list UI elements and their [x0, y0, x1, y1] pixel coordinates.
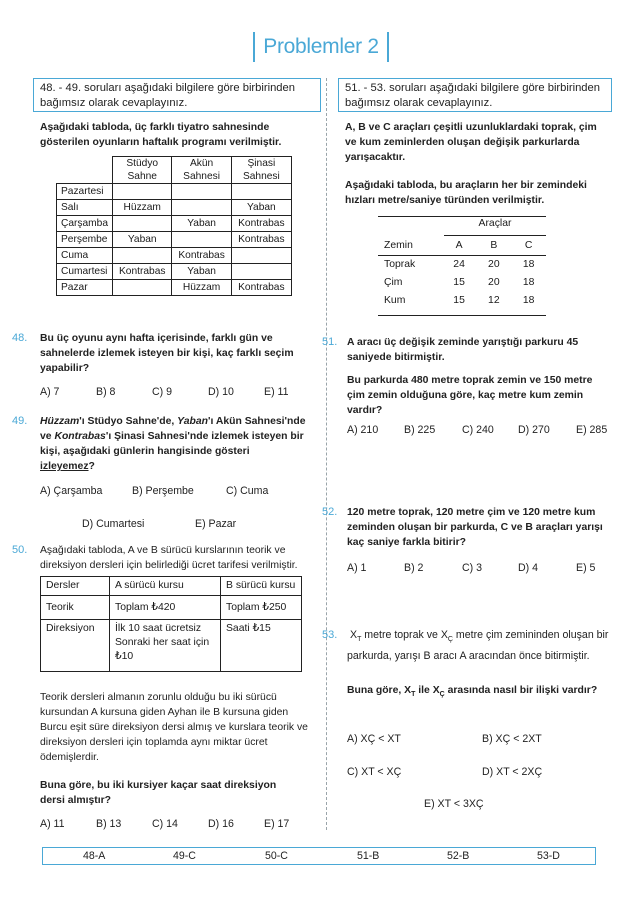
fee-cell: Saati ₺15	[221, 620, 302, 672]
program-cell: Hüzzam	[172, 280, 231, 296]
question-50-question: Buna göre, bu iki kursiyer kaçar saat direksiyon dersi almıştır?	[40, 780, 277, 806]
speed-cell: 18	[522, 259, 535, 270]
program-cell: Kontrabas	[231, 280, 291, 296]
question-number-50: 50.	[12, 544, 28, 556]
question-48-text: Bu üç oyunu aynı hafta içerisinde, farklı gün ve sahnelerde izlemek isteyen bir kişi, kaç farklı seçim yapabilir?	[40, 333, 294, 374]
answer-50: 50-C	[265, 850, 288, 862]
speed-cell: 12	[488, 295, 500, 306]
option-b[interactable]: B) 13	[96, 818, 122, 830]
option-b[interactable]: B) 225	[404, 424, 436, 436]
option-b[interactable]: B) Perşembe	[132, 485, 194, 497]
speed-cell: 20	[488, 259, 500, 270]
option-e[interactable]: E) XT < 3XÇ	[424, 798, 484, 810]
program-cell	[113, 248, 172, 264]
fee-header: B sürücü kursu	[221, 577, 302, 596]
speed-cell: Toprak	[384, 259, 416, 270]
speed-cell: 15	[453, 295, 465, 306]
program-cell: Kontrabas	[172, 248, 231, 264]
fee-table	[40, 576, 302, 672]
answer-53: 53-D	[537, 850, 560, 862]
option-a[interactable]: A) 7	[40, 386, 60, 398]
question-number-51: 51.	[322, 336, 338, 348]
right-instruction-box: 51. - 53. soruları aşağıdaki bilgilere göre birbirinden bağımsız olarak cevaplayınız.	[338, 78, 612, 112]
program-cell: Kontrabas	[231, 216, 291, 232]
answer-51: 51-B	[357, 850, 380, 862]
option-a[interactable]: A) 1	[347, 562, 367, 574]
question-49-text: Hüzzam'ı Stüdyo Sahne'de, Yaban'ı Akün Sahnesi'nde ve Kontrabas'ı Şinasi Sahnesi'nde izlemek isteyen bir kişi, aşağıdaki günlerin hangisinde gösteri izleyemez?	[40, 416, 306, 472]
fee-header: A sürücü kursu	[110, 577, 221, 596]
program-cell	[172, 232, 231, 248]
speed-cell: 24	[453, 259, 465, 270]
program-cell: Salı	[57, 200, 113, 216]
speed-table	[378, 237, 546, 310]
option-b[interactable]: B) XÇ < 2XT	[482, 733, 542, 745]
fee-cell: Toplam ₺420	[110, 596, 221, 620]
program-cell: Çarşamba	[57, 216, 113, 232]
option-a[interactable]: A) Çarşamba	[40, 485, 103, 497]
fee-cell: İlk 10 saat ücretsiz Sonraki her saat için ₺10	[110, 620, 221, 672]
program-cell	[172, 200, 231, 216]
question-53-text-line2: parkurda, yarışı B aracı A aracından önce bitirmiştir.	[347, 650, 590, 662]
speed-table-top-rule	[378, 216, 546, 217]
program-cell: Yaban	[172, 264, 231, 280]
program-cell	[113, 280, 172, 296]
program-cell: Cumartesi	[57, 264, 113, 280]
speed-table-group-rule	[444, 235, 546, 236]
program-cell	[231, 184, 291, 200]
program-table	[56, 156, 292, 296]
program-cell: Cuma	[57, 248, 113, 264]
question-51-text: A aracı üç değişik zeminde yarıştığı parkuru 45 saniyede bitirmiştir.	[347, 337, 579, 363]
option-c[interactable]: C) 9	[152, 386, 173, 398]
option-d[interactable]: D) Cumartesi	[82, 518, 145, 530]
option-a[interactable]: A) 210	[347, 424, 379, 436]
question-50-intro: Aşağıdaki tabloda, A ve B sürücü kurslarının teorik ve direksiyon dersleri için belirlediği ücret tarifesi verilmiştir.	[40, 545, 298, 571]
program-cell: Pazartesi	[57, 184, 113, 200]
program-cell: Yaban	[113, 232, 172, 248]
program-cell: Kontrabas	[113, 264, 172, 280]
speed-cell: 15	[453, 277, 465, 288]
option-e[interactable]: E) 17	[264, 818, 290, 830]
question-number-48: 48.	[12, 332, 28, 344]
option-e[interactable]: E) 285	[576, 424, 608, 436]
option-c[interactable]: C) 240	[462, 424, 494, 436]
answer-key	[42, 847, 596, 865]
option-a[interactable]: A) 11	[40, 818, 65, 830]
option-a[interactable]: A) XÇ < XT	[347, 733, 401, 745]
program-cell	[172, 184, 231, 200]
speed-header: A	[455, 240, 463, 251]
column-divider	[326, 78, 327, 830]
option-d[interactable]: D) 10	[208, 386, 234, 398]
program-header-studyo: Stüdyo Sahne	[113, 157, 172, 184]
program-cell	[113, 216, 172, 232]
answer-52: 52-B	[447, 850, 470, 862]
program-cell	[231, 264, 291, 280]
page-title: Problemler 2	[253, 32, 389, 62]
question-53-question: Buna göre, $X_T$ ile $X_Ç$ arasında nasıl bir ilişki vardır?	[347, 685, 598, 699]
option-e[interactable]: E) 11	[264, 386, 289, 398]
program-cell: Yaban	[172, 216, 231, 232]
option-d[interactable]: D) 16	[208, 818, 234, 830]
question-number-49: 49.	[12, 415, 28, 427]
program-header-akun: Akün Sahnesi	[172, 157, 231, 184]
option-c[interactable]: C) 14	[152, 818, 178, 830]
question-51-question: Bu parkurda 480 metre toprak zemin ve 150 metre çim zemin olduğuna göre, kaç metre kum zemin vardır?	[347, 375, 593, 416]
answer-48: 48-A	[83, 850, 106, 862]
speed-cell: 20	[488, 277, 500, 288]
option-d[interactable]: D) XT < 2XÇ	[482, 766, 543, 778]
program-cell: Yaban	[231, 200, 291, 216]
intro-48: Aşağıdaki tabloda, üç farklı tiyatro sahnesinde gösterilen oyunların haftalık programı verilmiştir.	[40, 122, 282, 148]
intro-51-a: A, B ve C araçları çeşitli uzunluklardaki toprak, çim ve kum zeminlerden oluşan değişik parkurlarda yarışacaktır.	[345, 122, 597, 163]
program-cell	[113, 184, 172, 200]
speed-cell: Kum	[384, 295, 406, 306]
speed-cell: Çim	[384, 277, 403, 288]
intro-51-b: Aşağıdaki tabloda, bu araçların her bir zemindeki hızları metre/saniye türünden verilmiştir.	[345, 180, 587, 206]
question-53-text-line1: $X_T$ metre toprak ve $X_Ç$ metre çim zemininden oluşan bir	[350, 629, 609, 644]
question-number-52: 52.	[322, 506, 338, 518]
option-e[interactable]: E) Pazar	[195, 518, 237, 530]
answer-49: 49-C	[173, 850, 196, 862]
left-instruction-box: 48. - 49. soruları aşağıdaki bilgilere göre birbirinden bağımsız olarak cevaplayınız.	[33, 78, 321, 112]
question-number-53: 53.	[322, 629, 338, 641]
question-50-body: Teorik dersleri almanın zorunlu olduğu bu iki sürücü kursundan A kursuna giden Ayhan ile B kursuna giden Burcu eşit süre direksiyon dersi almış ve kurslara teorik ve direksiyon dersleri için toplamda aynı miktar ücret ödemişlerdir.	[40, 692, 308, 763]
question-52-text: 120 metre toprak, 120 metre çim ve 120 metre kum zeminden oluşan bir parkurda, C ve B araçları yarışı kaç saniye farkla bitirir?	[347, 507, 603, 548]
option-d[interactable]: D) 4	[518, 562, 539, 574]
program-cell: Hüzzam	[113, 200, 172, 216]
speed-table-bottom-rule	[378, 315, 546, 316]
fee-cell: Direksiyon	[41, 620, 110, 672]
option-b[interactable]: B) 2	[404, 562, 424, 574]
speed-cell: 18	[522, 295, 535, 306]
option-c[interactable]: C) XT < XÇ	[347, 766, 402, 778]
program-cell	[231, 248, 291, 264]
speed-header: C	[524, 240, 533, 251]
fee-cell: Toplam ₺250	[221, 596, 302, 620]
program-cell: Pazar	[57, 280, 113, 296]
option-b[interactable]: B) 8	[96, 386, 116, 398]
option-c[interactable]: C) Cuma	[226, 485, 269, 497]
option-d[interactable]: D) 270	[518, 424, 550, 436]
speed-header: Zemin	[384, 240, 413, 251]
fee-header: Dersler	[41, 577, 110, 596]
program-cell: Perşembe	[57, 232, 113, 248]
program-header-sinasi: Şinasi Sahnesi	[231, 157, 291, 184]
fee-cell: Teorik	[41, 596, 110, 620]
program-cell: Kontrabas	[231, 232, 291, 248]
speed-header: B	[490, 240, 498, 251]
speed-cell: 18	[522, 277, 535, 288]
option-e[interactable]: E) 5	[576, 562, 596, 574]
speed-table-group-label: Araçlar	[478, 218, 512, 229]
option-c[interactable]: C) 3	[462, 562, 483, 574]
